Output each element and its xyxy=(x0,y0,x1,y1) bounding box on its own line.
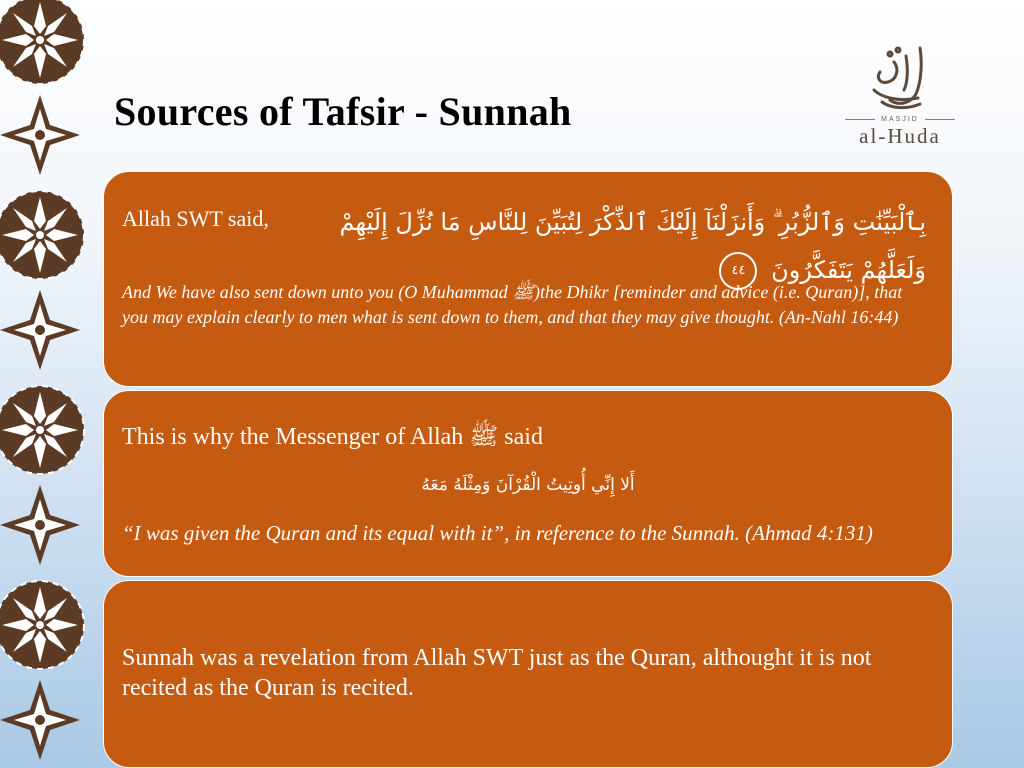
calligraphy-logo-icon xyxy=(860,40,940,114)
arabesque-pattern-icon xyxy=(0,0,100,768)
speaker-label: Allah SWT said, xyxy=(122,206,269,231)
verse-text: بِٱلْبَيِّنَٰتِ وَٱلزُّبُرِ ۗ وَأَنزَلْنَآ إِلَيْكَ ٱلذِّكْرَ لِتُبَيِّنَ لِلنَّاسِ مَا نُزِّلَ إِلَيْهِمْ وَلَعَلَّهُمْ يَتَفَكَّرُونَ xyxy=(339,208,926,284)
hadith-intro: This is why the Messenger of Allah ﷺ said xyxy=(122,424,543,450)
hadith-panel xyxy=(103,390,953,577)
hadith-english: “I was given the Quran and its equal with it”, in reference to the Sunnah. (Ahmad 4:131) xyxy=(122,521,873,545)
ayah-number-marker: ٤٤ xyxy=(719,252,757,290)
quran-verse-panel xyxy=(103,171,953,387)
logo-rule-right xyxy=(925,119,955,120)
sunnah-revelation-panel xyxy=(103,580,953,768)
decorative-ornament-border xyxy=(0,0,100,768)
sunnah-statement: Sunnah was a revelation from Allah SWT just as the Quran, althought it is not recited as the Quran is recited. xyxy=(122,645,872,701)
slide-title: Sources of Tafsir - Sunnah xyxy=(114,89,572,134)
hadith-arabic: أَلا إِنِّي أُوتِيتُ الْقُرْآنَ وَمِثْلَهُ مَعَهُ xyxy=(421,475,635,495)
verse-translation: And We have also sent down unto you (O Muhammad ﷺ)the Dhikr [reminder and advice (i.e. Quran)], that you may explain clearly to men what is sent down to them, and that they may give thought. (An-Nahl 16:44) xyxy=(122,282,903,327)
logo-small-label: MASJID xyxy=(881,116,919,123)
logo-rule-left xyxy=(845,119,875,120)
masjid-logo xyxy=(842,40,958,162)
logo-name: al-Huda xyxy=(859,124,941,148)
